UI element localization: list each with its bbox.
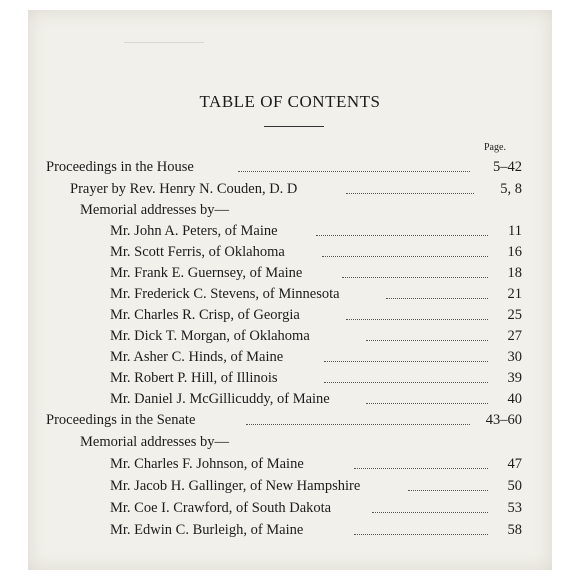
page-title: TABLE OF CONTENTS — [199, 92, 381, 111]
toc-entry — [28, 475, 552, 497]
entry-page: 25 — [507, 307, 522, 323]
toc-entry — [28, 346, 552, 368]
leader-dots — [366, 403, 488, 404]
toc-entry — [28, 156, 552, 178]
leader-dots — [324, 382, 488, 383]
entry-page: 58 — [507, 522, 522, 538]
toc-entry — [28, 262, 552, 284]
toc-entry — [28, 409, 552, 431]
entry-text: Mr. Charles F. Johnson, of Maine — [110, 456, 304, 472]
entry-text: Proceedings in the Senate — [46, 412, 196, 428]
leader-dots — [246, 424, 470, 425]
leader-dots — [354, 468, 488, 469]
entry-page: 11 — [508, 223, 522, 239]
entry-text: Mr. Frederick C. Stevens, of Minnesota — [110, 286, 340, 302]
leader-dots — [366, 340, 488, 341]
toc-entry — [28, 283, 552, 305]
entry-page: 53 — [507, 500, 522, 516]
entry-text: Mr. Coe I. Crawford, of South Dakota — [110, 500, 332, 516]
entry-page: 50 — [507, 478, 522, 494]
entry-text: Mr. Daniel J. McGillicuddy, of Maine — [110, 391, 330, 407]
entry-text: Mr. Frank E. Guernsey, of Maine — [110, 265, 303, 281]
leader-dots — [238, 171, 470, 172]
leader-dots — [324, 361, 488, 362]
leader-dots — [346, 193, 474, 194]
leader-dots — [316, 235, 488, 236]
toc-entry — [28, 199, 552, 221]
toc-entry — [28, 497, 552, 519]
entry-page: 21 — [507, 286, 522, 302]
entry-text: Mr. Charles R. Crisp, of Georgia — [110, 307, 300, 323]
entry-page: 30 — [507, 349, 522, 365]
toc-entry — [28, 519, 552, 541]
entry-text: Mr. Dick T. Morgan, of Oklahoma — [110, 328, 310, 344]
toc-entry — [28, 388, 552, 410]
title-rule — [264, 126, 324, 127]
toc-entry — [28, 178, 552, 200]
entry-text: Memorial addresses by— — [80, 202, 229, 218]
entry-page: 40 — [507, 391, 522, 407]
entry-page: 16 — [507, 244, 522, 260]
leader-dots — [354, 534, 488, 535]
leader-dots — [372, 512, 488, 513]
leader-dots — [322, 256, 488, 257]
toc-entry — [28, 220, 552, 242]
page-column-label: Page. — [484, 142, 506, 153]
bleed-through-rule — [124, 42, 204, 43]
entry-page: 5, 8 — [500, 181, 522, 197]
toc-entry — [28, 431, 552, 453]
book-page — [28, 10, 552, 570]
leader-dots — [342, 277, 488, 278]
entry-page: 27 — [507, 328, 522, 344]
entry-page: 47 — [507, 456, 522, 472]
toc-entry — [28, 453, 552, 475]
toc-entry — [28, 367, 552, 389]
toc-entry — [28, 304, 552, 326]
entry-text: Mr. Scott Ferris, of Oklahoma — [110, 244, 285, 260]
entry-page: 43–60 — [485, 412, 522, 428]
entry-page: 39 — [507, 370, 522, 386]
entry-text: Proceedings in the House — [46, 159, 194, 175]
entry-text: Mr. Robert P. Hill, of Illinois — [110, 370, 278, 386]
entry-text: Mr. Jacob H. Gallinger, of New Hampshire — [110, 478, 361, 494]
leader-dots — [346, 319, 488, 320]
leader-dots — [386, 298, 488, 299]
entry-text: Mr. Edwin C. Burleigh, of Maine — [110, 522, 304, 538]
entry-text: Mr. Asher C. Hinds, of Maine — [110, 349, 284, 365]
toc-entry — [28, 325, 552, 347]
leader-dots — [408, 490, 488, 491]
entry-text: Mr. John A. Peters, of Maine — [110, 223, 278, 239]
entry-page: 5–42 — [493, 159, 522, 175]
entry-page: 18 — [507, 265, 522, 281]
entry-text: Memorial addresses by— — [80, 434, 229, 450]
entry-text: Prayer by Rev. Henry N. Couden, D. D — [70, 181, 298, 197]
toc-entry — [28, 241, 552, 263]
